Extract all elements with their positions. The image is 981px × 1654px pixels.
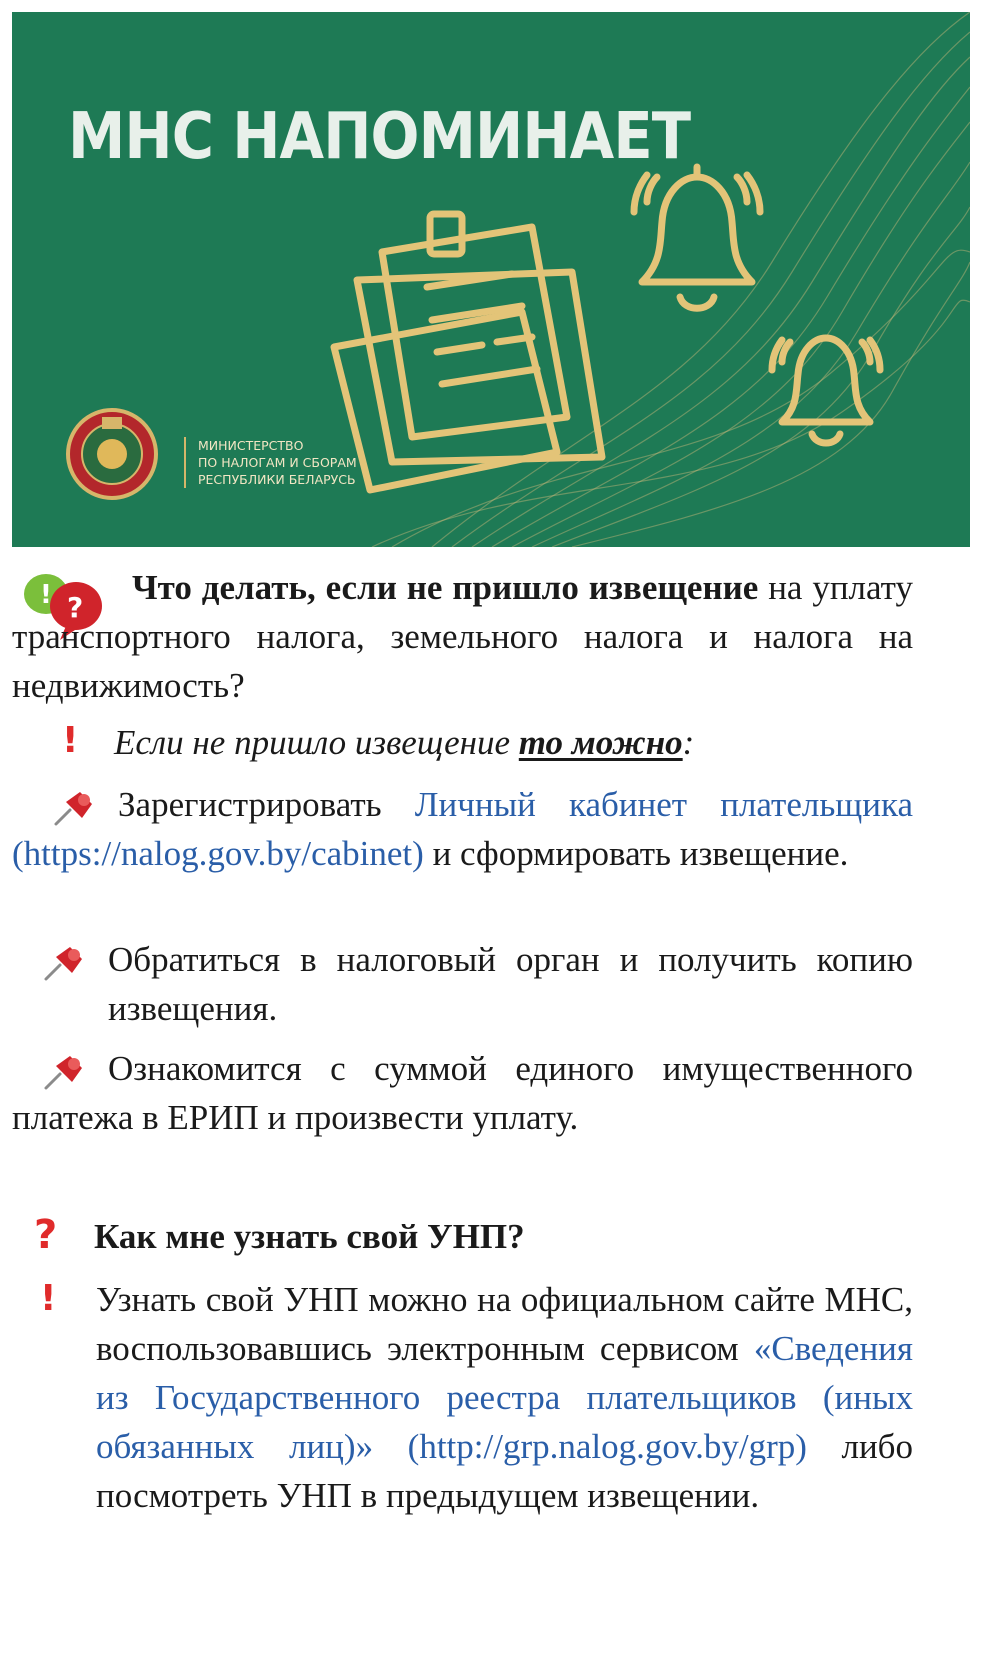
option-3 [12, 1044, 913, 1142]
banner [12, 12, 970, 547]
documents-icon [334, 214, 602, 490]
red-question-icon: ? [34, 1212, 58, 1258]
answer-2-text: Узнать свой УНП можно на официальном сайте МНС, воспользовавшись электронным сервисом [96, 1280, 913, 1368]
svg-text:?: ? [67, 591, 84, 624]
banner-title: МНС НАПОМИНАЕТ [68, 100, 691, 174]
option-1-tail: и сформировать извещение. [423, 834, 849, 873]
question-2-heading [94, 1212, 914, 1261]
question-2-text: Как мне узнать свой УНП? [94, 1217, 525, 1256]
svg-text:!: ! [40, 580, 52, 610]
cabinet-link[interactable]: Личный кабинет плательщика (https://nalog.gov.by/cabinet) [12, 785, 913, 873]
ministry-line: ПО НАЛОГАМ И СБОРАМ [198, 455, 357, 470]
option-1-text: Зарегистрировать [118, 785, 415, 824]
red-exclamation-icon: ! [40, 1278, 57, 1319]
question-1-heading: Что делать, если не пришло извещение [132, 568, 759, 607]
banner-illustration [12, 12, 970, 547]
question-1 [12, 563, 913, 710]
answer-intro-colon: : [682, 723, 695, 762]
bell-icon-small [772, 338, 880, 443]
answer-2-tail: либо посмотреть УНП в предыдущем извещении. [96, 1427, 913, 1515]
ministry-name [184, 437, 357, 488]
option-2 [108, 935, 913, 1033]
bell-icon [634, 167, 760, 308]
grp-service-link[interactable]: «Сведения из Государственного реестра плательщиков (иных обязанных лиц)» (http://grp.nalog.gov.by/grp) [96, 1329, 913, 1466]
red-exclamation-icon: ! [62, 720, 79, 761]
question-1-text: на уплату транспортного налога, земельного налога и налога на недвижимость? [12, 568, 913, 705]
option-1 [12, 780, 913, 878]
answer-intro-emphasis: то можно [518, 723, 683, 762]
option-3-text: Ознакомится с суммой единого имущественного платежа в ЕРИП и произвести уплату. [12, 1049, 913, 1137]
ministry-emblem-icon [68, 410, 156, 498]
option-2-text: Обратиться в налоговый орган и получить копию извещения. [108, 940, 913, 1028]
pushpin-icon [40, 943, 86, 983]
answer-2 [96, 1275, 913, 1520]
ministry-line: РЕСПУБЛИКИ БЕЛАРУСЬ [198, 472, 356, 487]
answer-intro [114, 718, 914, 767]
answer-intro-text: Если не пришло извещение [114, 723, 519, 762]
ministry-line: МИНИСТЕРСТВО [198, 438, 304, 453]
